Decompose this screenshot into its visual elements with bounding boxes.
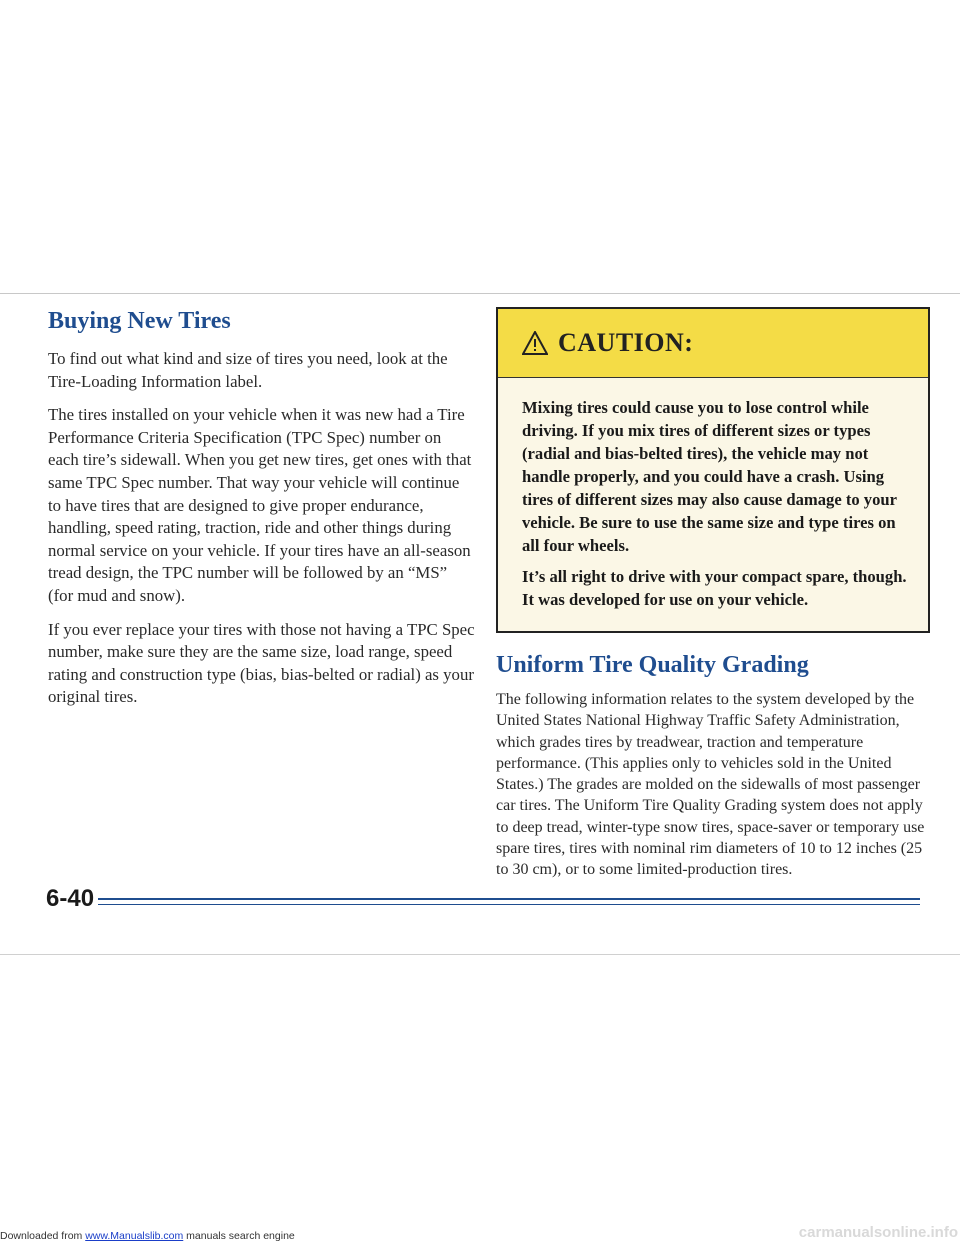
caution-box xyxy=(496,307,930,633)
footer-divider xyxy=(0,954,960,955)
page-number-rule xyxy=(98,898,920,900)
caution-paragraph-2: It’s all right to drive with your compact spare, though. It was developed for use on your vehicle. xyxy=(522,567,907,609)
buying-new-tires-heading: Buying New Tires xyxy=(48,308,231,334)
download-notice xyxy=(0,1230,295,1242)
uniform-tire-quality-heading: Uniform Tire Quality Grading xyxy=(496,652,809,678)
caution-label: CAUTION: xyxy=(558,328,694,357)
left-paragraph-2: The tires installed on your vehicle when it was new had a Tire Performance Criteria Specification (TPC Spec) number on each tire’s sidewall. When you get new tires, get ones with that same TPC Spec number. That way your vehicle will continue to have tires that are designed to give proper endurance, handling, speed rating, traction, ride and other things during normal service on your vehicle. If your tires have an all-season tread design, the TPC number will be followed by an “MS” (for mud and snow). xyxy=(48,405,472,605)
watermark: carmanualsonline.info xyxy=(798,1224,958,1241)
top-divider xyxy=(0,293,960,294)
caution-body xyxy=(498,378,928,631)
manualslib-link[interactable]: www.Manualslib.com xyxy=(85,1230,184,1242)
right-column xyxy=(496,305,928,881)
left-column xyxy=(48,305,476,720)
left-paragraph-3: If you ever replace your tires with those not having a TPC Spec number, make sure they are the same size, load range, speed rating and construction type (bias, bias-belted or radial) as your original tires. xyxy=(48,619,475,707)
page-number-rule-thin xyxy=(98,904,920,905)
warning-triangle-icon xyxy=(522,331,548,355)
page-number: 6-40 xyxy=(46,885,95,912)
caution-header xyxy=(498,309,928,378)
uniform-paragraph: The following information relates to the system developed by the United States National Highway Traffic Safety Administration, which grades tires by treadwear, traction and temperature performance. (This applies only to vehicles sold in the United States.) The grades are molded on the sidewalls of most passenger car tires. The Uniform Tire Quality Grading system does not apply to deep tread, winter-type snow tires, space-saver or temporary use spare tires, tires with nominal rim diameters of 10 to 12 inches (25 to 30 cm), or to some limited-production tires. xyxy=(496,691,925,879)
caution-paragraph-1: Mixing tires could cause you to lose control while driving. If you mix tires of different sizes or types (radial and bias-belted tires), the vehicle may not handle properly, and you could have a crash. Using tires of different sizes may also cause damage to your vehicle. Be sure to use the same size and type tires on all four wheels. xyxy=(522,398,897,555)
left-paragraph-1: To find out what kind and size of tires you need, look at the Tire-Loading Information label. xyxy=(48,349,448,391)
download-prefix: Downloaded from xyxy=(0,1230,86,1242)
download-suffix: manuals search engine xyxy=(183,1230,295,1242)
